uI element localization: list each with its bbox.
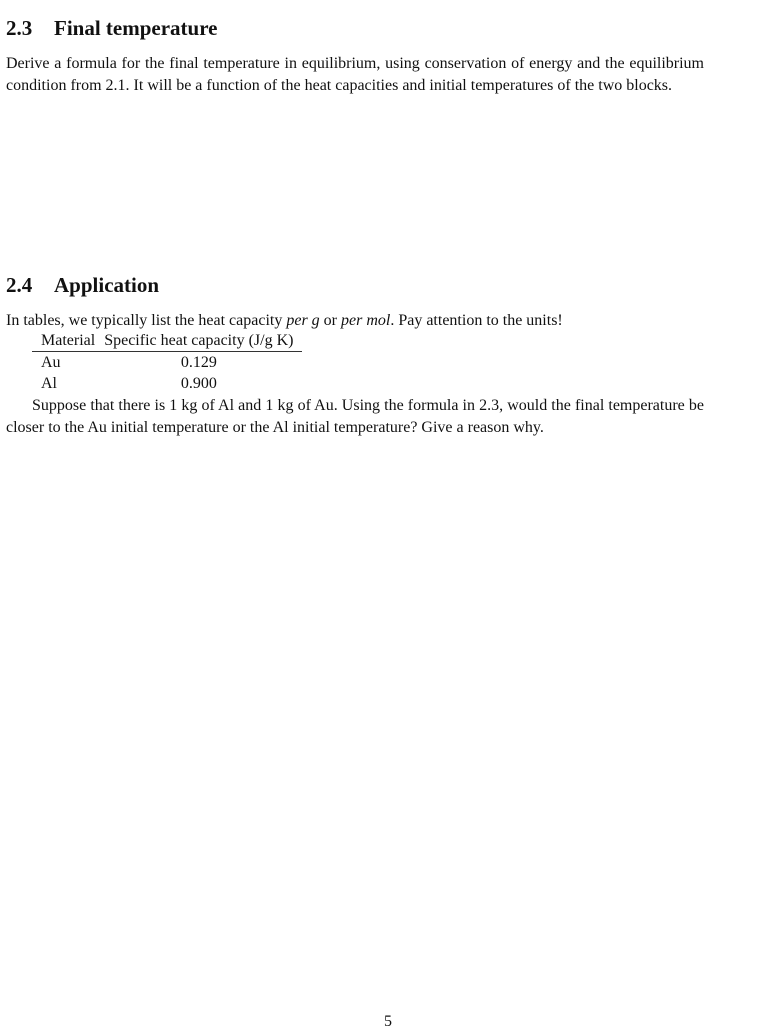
section-title: Final temperature xyxy=(54,16,218,40)
table-header-row xyxy=(32,330,302,352)
section-title: Application xyxy=(54,273,160,297)
material-cell: Au xyxy=(41,354,61,371)
column-header-specific-heat: Specific heat capacity (J/g K) xyxy=(95,330,302,352)
heat-capacity-table xyxy=(32,330,302,394)
intro-text-or: or xyxy=(319,312,341,329)
intro-per-g: per g xyxy=(286,312,320,329)
table-row xyxy=(32,352,302,374)
section-2-4-question: Suppose that there is 1 kg of Al and 1 kg of Au. Using the formula in 2.3, would the final temperature be closer to the Au initial temperature or the Al initial temperature? Give a reason why. xyxy=(6,397,704,436)
column-header-material: Material xyxy=(32,330,95,352)
intro-text-start: In tables, we typically list the heat capacity xyxy=(6,312,287,329)
section-number: 2.3 xyxy=(6,16,33,40)
section-heading-2-3 xyxy=(6,15,218,41)
heat-capacity-cell: 0.900 xyxy=(180,375,217,392)
section-2-3-paragraph: Derive a formula for the final temperature in equilibrium, using conservation of energy and the equilibrium condition from 2.1. It will be a function of the heat capacities and initial temperatures of the two blocks. xyxy=(6,55,704,94)
section-heading-2-4 xyxy=(6,272,159,298)
intro-per-mol: per mol xyxy=(341,312,391,329)
page-number: 5 xyxy=(384,1013,392,1030)
section-2-4-intro xyxy=(6,310,726,332)
section-number: 2.4 xyxy=(6,273,33,297)
material-cell: Al xyxy=(41,375,57,392)
intro-text-end: . Pay attention to the units! xyxy=(390,312,563,329)
heat-capacity-cell: 0.129 xyxy=(180,354,217,371)
table-row xyxy=(32,373,302,394)
